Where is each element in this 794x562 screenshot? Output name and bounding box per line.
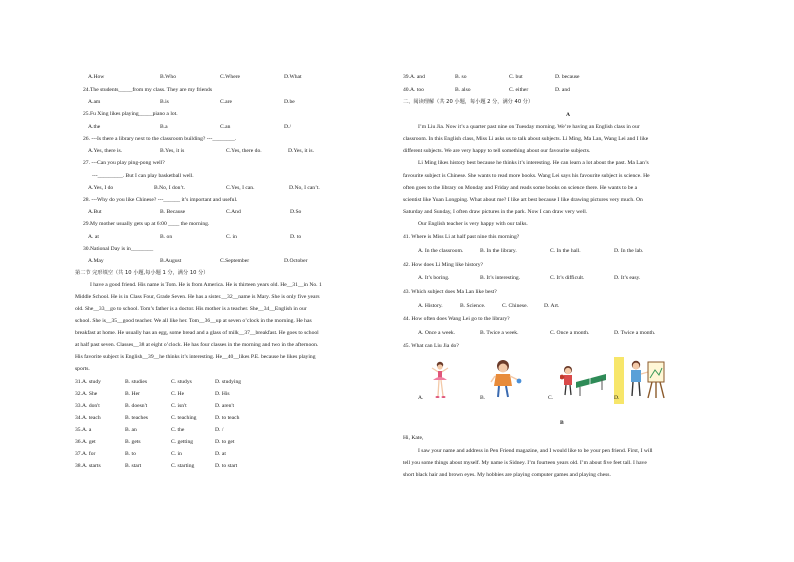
- option: B. gets: [125, 439, 141, 445]
- option: C. studys: [171, 379, 192, 385]
- option: B. doesn't: [125, 403, 148, 409]
- q42-options: [418, 276, 698, 284]
- passage-line: old. She__33__go to school. Tom’s father is a doctor. His mother is a teacher. She__34__English in our: [75, 306, 307, 312]
- option: 34.A. teach: [75, 415, 101, 421]
- option: A. at: [88, 234, 99, 240]
- passage-line: scientist like Yuan Longping. What about me? I like art best because I like drawing pictures very much. On: [403, 197, 643, 203]
- option: D.October: [284, 258, 308, 264]
- option: 32.A. She: [75, 391, 98, 397]
- passage-a-heading: A: [566, 112, 571, 118]
- option: C. In the hall.: [550, 248, 581, 254]
- option: A. History.: [418, 303, 443, 309]
- option: C.September: [220, 258, 250, 264]
- option: B.is: [160, 99, 169, 105]
- cloze-option-row: [75, 440, 375, 448]
- option: B. also: [455, 87, 471, 93]
- option: A.Yes, there is.: [88, 148, 123, 154]
- question-27: 27. ---Can you play ping-pong well?: [83, 160, 165, 166]
- cloze-option-row: [403, 88, 703, 96]
- option: 31.A. study: [75, 379, 101, 385]
- letter-line: short black hair and brown eyes. My hobbies are playing computer games and playing chess.: [403, 472, 611, 478]
- question-43: 43. Which subject does Ma Lan like best?: [403, 289, 497, 295]
- option: A.am: [88, 99, 101, 105]
- option: D.What: [284, 74, 302, 80]
- option: 37.A. for: [75, 451, 96, 457]
- option: A.How: [88, 74, 105, 80]
- option: B.August: [160, 258, 182, 264]
- option: B. In the library.: [480, 248, 517, 254]
- passage-line: school. She is__35__good teacher. We all like her. Tom__36__up at seven o’clock in the morning. He has: [75, 318, 312, 324]
- option: C. isn't: [171, 403, 187, 409]
- letter-line: I saw your name and address in Pen Friend magazine, and I would like to be your pen friend. First, I will: [418, 448, 653, 454]
- option: D. at: [215, 451, 226, 457]
- option: B. an: [125, 427, 137, 433]
- option: 38.A. starts: [75, 463, 101, 469]
- cloze-option-row: [75, 452, 375, 460]
- passage-line: breakfast at home. He usually has an egg, some bread and a glass of milk__37__breakfast. He goes to school: [75, 330, 319, 336]
- option: D. and: [555, 87, 570, 93]
- option: B.No, I don’t.: [154, 185, 186, 191]
- letter-line: tell you some things about myself. My name is Sidney. I’m fourteen years old. I’m about five feet tall. I have: [403, 460, 647, 466]
- q30-options: [88, 259, 388, 267]
- option: B. on: [160, 234, 173, 240]
- option: D. because: [555, 74, 580, 80]
- option: C. the: [171, 427, 185, 433]
- q26-options: [88, 149, 388, 157]
- table-tennis-icon: [560, 362, 608, 400]
- option: A. In the classroom.: [418, 248, 464, 254]
- q29-options: [88, 235, 388, 243]
- option: C. teaching: [171, 415, 197, 421]
- question-29: 29.My mother usually gets up at 6:00 ____ the morning.: [83, 221, 210, 227]
- option: A.May: [88, 258, 104, 264]
- option: C. either: [509, 87, 529, 93]
- cloze-option-row: [75, 392, 375, 400]
- passage-line: often goes to the library on Monday and Friday and reads some books on science there. He wants to be a: [403, 185, 638, 191]
- passage-line: Saturday and Sunday, I often draw pictures in the park. Now I can draw very well.: [403, 209, 588, 215]
- question-44: 44. How often does Wang Lei go to the library?: [403, 316, 510, 322]
- passage-line: I have a good friend. His name is Tom. He is from America. He is thirteen years old. He__31__in No. 1: [90, 282, 322, 288]
- girl-playing-icon: [490, 358, 524, 400]
- cloze-option-row: [75, 416, 375, 424]
- passage-line: I’m Liu Jia. Now it’s a quarter past nine on Tuesday morning. We’re having an English class in our: [418, 124, 640, 130]
- option: D./: [284, 124, 291, 130]
- option: C. but: [509, 74, 523, 80]
- question-27-response: ---_________. But I can play basketball well.: [92, 173, 194, 179]
- passage-line: classroom. In this English class, Miss Li asks us to talk about subjects. Li Ming, Ma Lan, Wang Lei and I like: [403, 136, 649, 142]
- option: A.: [418, 395, 424, 401]
- option: 35.A. a: [75, 427, 92, 433]
- option: D. Twice a month.: [614, 330, 656, 336]
- option: B.a: [160, 124, 168, 130]
- option: A. It’s boring.: [418, 275, 450, 281]
- q24-options: [88, 100, 388, 108]
- option: B. Her: [125, 391, 140, 397]
- option: D. to: [290, 234, 302, 240]
- option: C. It’s difficult.: [550, 275, 585, 281]
- passage-line: sports.: [75, 366, 90, 372]
- cloze-option-row: [403, 75, 703, 83]
- option: D. studying: [215, 379, 242, 385]
- section-heading-cloze: 第二节 完形填空（共 10 小题,每小题 1 分，满分 10 分）: [75, 270, 209, 276]
- option: A. Once a week.: [418, 330, 456, 336]
- option: C. in: [171, 451, 182, 457]
- option: C. He: [171, 391, 185, 397]
- option: D. Art.: [544, 303, 560, 309]
- cloze-option-row: [75, 380, 375, 388]
- passage-line: Middle School. He is in Class Four, Grade Seven. He has a sister.__32__name is Mary. She is only five years: [75, 294, 320, 300]
- question-26: 26. ---Is there a library next to the classroom building? ---________.: [83, 136, 237, 142]
- option: C.Yes, there do.: [226, 148, 262, 154]
- option: C.an: [220, 124, 231, 130]
- passage-line: His favorite subject is English__39__he thinks it’s interesting. He__40__likes P.E. because he likes playing: [75, 354, 316, 360]
- option: C.: [548, 395, 554, 401]
- cloze-option-row: [75, 464, 375, 472]
- option: D. to teach: [215, 415, 240, 421]
- option: D. /: [215, 427, 224, 433]
- option: C.And: [226, 209, 241, 215]
- question-24: 24.The students_____from my class. They are my friends: [83, 87, 212, 93]
- passage-line: different subjects. We are very happy to tell something about our favourite subjects.: [403, 148, 591, 154]
- option: A.the: [88, 124, 101, 130]
- option: B. Twice a week.: [480, 330, 519, 336]
- option: D.Yes, it is.: [288, 148, 315, 154]
- option: D. to get: [215, 439, 235, 445]
- option: D. to start: [215, 463, 238, 469]
- passage-line: favourite subject is Chinese. She wants to read more books. Wang Lei says his favourite subject is science. He: [403, 173, 650, 179]
- passage-line: Li Ming likes history best because he thinks it’s interesting. He can learn a lot about the past. Ma Lan’s: [418, 160, 649, 166]
- option: D. aren't: [215, 403, 235, 409]
- option: D.No, I can’t.: [289, 185, 320, 191]
- option: D.So: [290, 209, 302, 215]
- q45-options: [418, 396, 638, 404]
- question-45: 45. What can Liu Jia do?: [403, 343, 459, 349]
- q25-options: [88, 125, 388, 133]
- q23-options: [88, 75, 388, 83]
- option: 33.A. don't: [75, 403, 100, 409]
- q41-options: [418, 249, 698, 257]
- question-25: 25.Fu Xing likes playing_____piano a lot.: [83, 111, 178, 117]
- option: B. Science.: [460, 303, 486, 309]
- option: C.Yes, I can.: [226, 185, 255, 191]
- passage-line: at half past seven. Classes__38 at eight o’clock. He has four classes in the morning and two in the afternoon.: [75, 342, 319, 348]
- passage-line: Our English teacher is very happy with our talks.: [418, 221, 528, 227]
- option: 39.A. and: [403, 74, 425, 80]
- option: A.Yes, I do: [88, 185, 114, 191]
- option: C.are: [220, 99, 232, 105]
- cloze-option-row: [75, 428, 375, 436]
- q28-options: [88, 210, 388, 218]
- option: 40.A. too: [403, 87, 424, 93]
- section-heading-reading: 二、阅读理解（共 20 小题，每小题 2 分，满分 40 分）: [403, 99, 534, 105]
- option: B. studies: [125, 379, 148, 385]
- option: D.: [614, 395, 620, 401]
- option: C. getting: [171, 439, 194, 445]
- option: D.be: [284, 99, 295, 105]
- option: B. teaches: [125, 415, 148, 421]
- option: C. starting: [171, 463, 195, 469]
- option: B. It’s interesting.: [480, 275, 521, 281]
- q27-options: [88, 186, 388, 194]
- letter-greeting: Hi, Kate,: [403, 435, 424, 441]
- option: B. to: [125, 451, 136, 457]
- q43-options: [418, 304, 698, 312]
- option: 36.A. get: [75, 439, 96, 445]
- question-30: 30.National Day is in________: [83, 246, 154, 252]
- option: B. start: [125, 463, 142, 469]
- option: C. Chinese.: [502, 303, 528, 309]
- option: A.But: [88, 209, 102, 215]
- option: B.Who: [160, 74, 177, 80]
- option: C. in: [226, 234, 237, 240]
- question-41: 41. Where is Miss Li at half past nine this morning?: [403, 234, 520, 240]
- option: B.: [480, 395, 486, 401]
- option: D. In the lab.: [614, 248, 644, 254]
- cloze-option-row: [75, 404, 375, 412]
- option: C.Where: [220, 74, 241, 80]
- option: B. Because: [160, 209, 186, 215]
- option: C. Once a month.: [550, 330, 590, 336]
- option: B.Yes, it is: [160, 148, 185, 154]
- q44-options: [418, 331, 698, 339]
- question-28: 28. ---Why do you like Chinese? ---______ it’s important and useful.: [83, 197, 238, 203]
- option: D. His: [215, 391, 230, 397]
- option: D. It’s easy.: [614, 275, 641, 281]
- option: B. so: [455, 74, 467, 80]
- question-42: 42. How does Li Ming like history?: [403, 262, 484, 268]
- passage-b-heading: B: [560, 420, 564, 426]
